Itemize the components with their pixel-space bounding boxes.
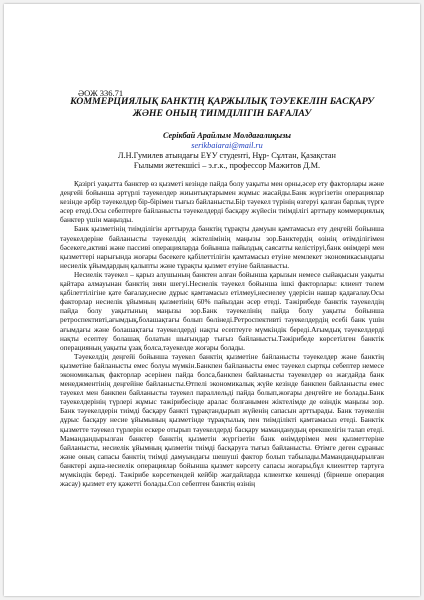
document-page	[4, 4, 420, 596]
udc-code: ӘОЖ 336.71	[78, 88, 124, 98]
article-body	[60, 179, 384, 488]
title-line: КОММЕРЦИЯЛЫҚ БАНКТІҢ ҚАРЖЫЛЫҚ ТӘУЕКЕЛІН БАСҚАРУ	[70, 96, 374, 107]
body-paragraph: Банк қызметінің тиімділігін арттыруда банктің тұрақты дамуын қамтамасыз ету деңгейі бойынша тәуекелдеріне байланысты тәуекелдің жіктелімінің маңызы зор.Банктердің өзінің өтімділігімен бәсекеге,активі және пассиві операцияларда бойынша пайыздық саясатты келістіруі,банк өнімдері мен қызметтері нарығында жоғары бәсекеге қабілеттілігін қамтамасыз етуіне мемлекет экономикасындағы несиелік ұйымдардың қалыпты және тұрақты қызмет етуіне байланысты.	[60, 224, 384, 270]
body-paragraph: Несиелік тәуекел – қарыз алушының банктен алған бойынша қарызын немесе сыйақысын уақыты қайтара алмауынан банктің зиян шегуі.Несиелік тәуекел бойынша ішкі факторлары: клиент төлем қабілеттілігіне қате бағалау,несие дұрыс қамтамасыз етілмеуі,несиелеу үдерісін нашар қадағалау.Осы факторлар несиелік ұйымның қызметінің 60% пайыздан әсер етеді. Тәжірибеде банктік тәуекелдің пайда болу уақытының маңызы зор.Банк тәуекелінің пайда болу уақыты бойынша ретроспективті,ағымдық,болашақтағы болып бөлінеді.Ретроспективті тәуекелдердің есебі банк үшін ағымдағы және болашақтағы тәуекелдерді нақты есептеуге мүмкіндік береді.Ағымдық тәуекелдерді нақты есептеу болашақ болатын шығындар тығыз байланысты.Тәжірибеде көрсетілген банктік операцияның уақыты ұзақ болса,тәуекелде жоғары болады.	[60, 269, 384, 352]
body-paragraph: Қазіргі уақытта банктер өз қызметі кезінде пайда болу уақыты мен орны,әсер ету факторлары және деңгейі бойынша әртүрлі тәуекелдер жиынтықтарымен жұмыс жасайды.Банк жүргізетін операциялар кезінде әрбір тәуекелдер бір-бірімен тығыз байланысты.Бір тәуекел түрінің өзгеруі қалған барлық түрге әсер етеді.Осы себептерге байланысты тәуекелдерді басқару жүйесін тиімділігі арттыру коммерциялық банктер үшін маңызды.	[60, 179, 384, 225]
body-paragraph: Тәуекелдің деңгейі бойынша тәуекел банктің қызметіне байланысты тәуекелдер және банктің қызметіне байланысты емес болуы мүмкін.Банкпен байланысты емес тәуекел сыртқы себептер немесе экономикалық факторлар әсерінен пайда болса,банкпен байланысты тәуекелдер өз жағдайда банк менеджментінің деңгейіне байланысты.Өтпелі экономикалық жүйе кезінде банкпен байланысты емес тәуекел мен банкпен байланысты тәуекел параллельді пайда болып,жоғары деңгейге ие болады.Банк тәуекелдерінің түрлері жұмыс тәжірибесінде аралас болғанымен жіктелімде де өзіндік маңызы зор. Банк тәуекелдерін тиімді басқару банкті тұрақтандырып жүйенің сапасын арттырады. Банк тәуекелін дұрыс басқару несие ұйымының қызметінде тұрақтылық пен тиімділікті қамтамасыз етеді. Банктік қызметте тәуекел түрлерін ескере отырып тәуекелдерді басқару маманданудың ерекшелігін талап етеді. Мамандандырылған банктер банктің қызметін жүргізетін банк өнімдерімен мен қызметтеріне байланысты, несиелік ұйымның қызметін тиімді басқаруға тығыз байланысты. Өтімге деген сұраныс және оның сапасы банктің тиімді дамуындағы шешуші фактор болып табылады.Мамандандырылған банктері ақша-несиелік операциялар бойынша қызмет көрсету сапасы жоғары,бұл клиенттер тартуға мүмкіндік береді. Тәжірибе көрсеткендей кейбір жағдайларда клиентке кешенді (бірнеше операция жасау) қызмет ету қажетті болады.Сол себептен банктің өзінің	[60, 351, 384, 489]
author-block	[74, 131, 380, 171]
author-name: Серікбай Арайлым Молдағалиқызы	[163, 131, 291, 140]
article-title	[64, 96, 380, 120]
title-line: ЖӘНЕ ОНЫҢ ТИІМДІЛІГІН БАҒАЛАУ	[132, 108, 312, 119]
author-email[interactable]: serikbaiarai@mail.ru	[191, 141, 263, 150]
author-supervisor: Ғылыми жетекшісі – э.ғ.к., профессор Мажитов Д.М.	[133, 161, 321, 170]
author-affiliation: Л.Н.Гумилев атындағы ЕҰУ студенті, Нұр- Сұлтан, Қазақстан	[118, 151, 336, 160]
